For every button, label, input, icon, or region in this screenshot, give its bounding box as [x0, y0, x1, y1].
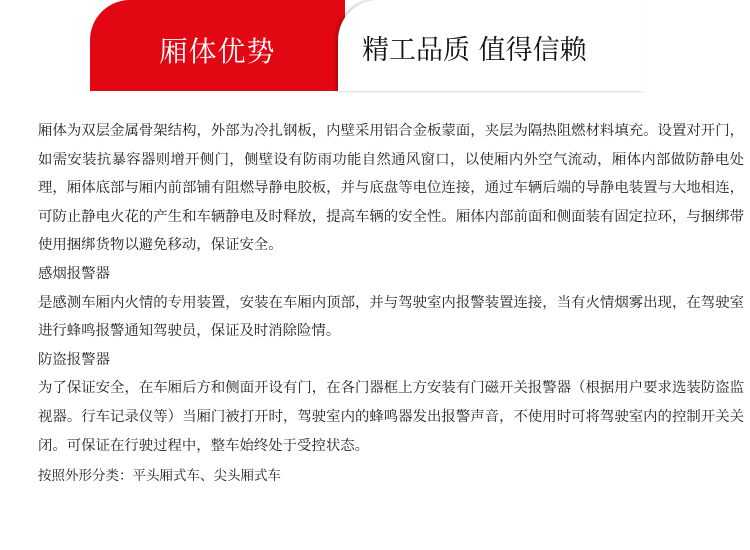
- banner-slogan: 精工品质 值得信赖: [362, 35, 587, 66]
- classification-line: 按照外形分类：平头厢式车、尖头厢式车: [38, 468, 281, 485]
- smoke-alarm-heading: 感烟报警器: [38, 265, 110, 282]
- section-banner: [90, 0, 645, 91]
- intro-paragraph: 厢体为双层金属骨架结构，外部为冷扎钢板，内壁采用铝合金板蒙面，夹层为隔热阻燃材料填充。设置对开门，如需安装抗暴容器则增开侧门，侧壁设有防雨功能自然通风窗口，以使厢内外空气流动，厢体内部做防静电处理，厢体底部与厢内前部铺有阻燃导静电胶板，并与底盘等电位连接，通过车辆后端的导静电装置与大地相连，可防止静电火花的产生和车辆静电及时释放，提高车辆的安全性。厢体内部前面和侧面装有固定拉环，与捆绑带使用捆绑货物以避免移动，保证安全。: [38, 123, 744, 254]
- smoke-alarm-paragraph: 是感测车厢内火情的专用装置，安装在车厢内顶部，并与驾驶室内报警装置连接，当有火情烟雾出现，在驾驶室进行蜂鸣报警通知驾驶员，保证及时消除险情。: [38, 294, 744, 340]
- theft-alarm-paragraph: 为了保证安全，在车厢后方和侧面开设有门，在各门器框上方安装有门磁开关报警器（根据用户要求选装防盗监视器。行车记录仪等）当厢门被打开时，驾驶室内的蜂鸣器发出报警声音，不使用时可将驾驶室内的控制开关关闭。可保证在行驶过程中，整车始终处于受控状态。: [38, 380, 744, 454]
- theft-alarm-heading: 防盗报警器: [38, 351, 110, 368]
- banner-title: 厢体优势: [159, 34, 276, 68]
- article-body: [38, 117, 744, 491]
